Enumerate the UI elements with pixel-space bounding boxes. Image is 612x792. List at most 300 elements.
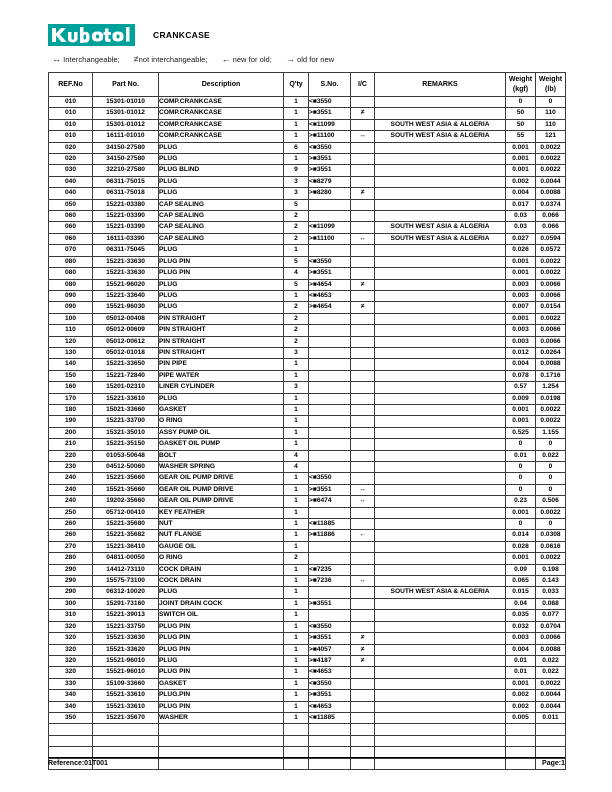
table-row: [49, 108, 566, 119]
table-cell-description: CAP SEALING: [159, 233, 284, 244]
table-cell-ref-no: 010: [49, 97, 93, 108]
table-cell-ref-no: 020: [49, 154, 93, 165]
table-cell-description: PIN STRAIGHT: [159, 347, 284, 358]
table-cell-ref-no: 210: [49, 439, 93, 450]
table-row: [49, 450, 566, 461]
header-label: S.No.: [320, 81, 339, 88]
table-row: [49, 610, 566, 621]
column-header-description: [159, 73, 284, 97]
table-cell-ic: [351, 507, 375, 518]
table-row: [49, 325, 566, 336]
table-cell-part-no: 06311-75015: [93, 176, 159, 187]
table-cell-weight-kgf: 55: [506, 131, 536, 142]
table-cell-weight-lb: 0.1716: [536, 370, 566, 381]
table-cell-ref-no: 250: [49, 507, 93, 518]
table-cell-serial-no: >■11886: [309, 530, 351, 541]
table-cell-part-no: 15521-96010: [93, 655, 159, 666]
table-row: [49, 678, 566, 689]
table-cell-part-no: 01053-50648: [93, 450, 159, 461]
table-cell-description: BOLT: [159, 450, 284, 461]
table-cell-remarks: [375, 165, 506, 176]
table-cell-empty: [351, 735, 375, 746]
table-cell-serial-no: >■7236: [309, 576, 351, 587]
right-arrow-icon: →: [285, 54, 295, 64]
table-cell-weight-lb: 0.0066: [536, 279, 566, 290]
table-cell-empty: [93, 724, 159, 735]
table-cell-ref-no: 330: [49, 678, 93, 689]
table-cell-remarks: [375, 439, 506, 450]
table-cell-serial-no: [309, 507, 351, 518]
table-cell-serial-no: >■3551: [309, 598, 351, 609]
table-cell-ic: ≠: [351, 279, 375, 290]
table-cell-weight-kgf: 0.003: [506, 336, 536, 347]
legend-label: new for old;: [232, 55, 272, 64]
table-cell-weight-lb: 110: [536, 119, 566, 130]
table-cell-empty: [506, 735, 536, 746]
table-cell-ic: [351, 587, 375, 598]
table-cell-remarks: [375, 462, 506, 473]
table-cell-description: PIN STRAIGHT: [159, 313, 284, 324]
table-cell-weight-lb: 0: [536, 473, 566, 484]
page-header: [48, 18, 564, 52]
table-cell-part-no: 05012-00408: [93, 313, 159, 324]
header-sublabel: (kgf): [512, 86, 529, 93]
table-cell-serial-no: >■4654: [309, 279, 351, 290]
table-cell-ic: ≠: [351, 655, 375, 666]
table-cell-weight-lb: 0: [536, 97, 566, 108]
table-cell-weight-kgf: 50: [506, 108, 536, 119]
legend-item-old-for-new: [286, 55, 334, 64]
table-cell-description: PLUG: [159, 188, 284, 199]
table-cell-weight-kgf: 0: [506, 462, 536, 473]
table-cell-description: PLUG PIN: [159, 268, 284, 279]
table-cell-weight-kgf: 0.004: [506, 359, 536, 370]
table-cell-remarks: [375, 530, 506, 541]
table-cell-qty: 1: [284, 587, 309, 598]
table-cell-remarks: [375, 450, 506, 461]
table-cell-weight-kgf: 0.04: [506, 598, 536, 609]
column-header-serial-no: [309, 73, 351, 97]
table-cell-serial-no: <■3550: [309, 621, 351, 632]
table-row: [49, 142, 566, 153]
table-row: [49, 587, 566, 598]
table-cell-ic: [351, 176, 375, 187]
table-cell-qty: 5: [284, 279, 309, 290]
table-cell-ic: [351, 701, 375, 712]
legend-item-interchangeable: [52, 55, 120, 64]
table-cell-serial-no: [309, 404, 351, 415]
table-row: [49, 530, 566, 541]
table-cell-part-no: 05712-00410: [93, 507, 159, 518]
table-cell-part-no: 16111-01010: [93, 131, 159, 142]
legend-label: not interchangeable;: [138, 55, 208, 64]
table-cell-empty: [159, 724, 284, 735]
table-cell-weight-kgf: 0.001: [506, 154, 536, 165]
table-cell-ref-no: 320: [49, 633, 93, 644]
table-cell-qty: 1: [284, 576, 309, 587]
column-header-remarks: [375, 73, 506, 97]
table-cell-serial-no: [309, 416, 351, 427]
table-cell-weight-kgf: 0.028: [506, 541, 536, 552]
table-cell-description: COCK DRAIN: [159, 576, 284, 587]
table-cell-part-no: 15521-96020: [93, 279, 159, 290]
table-cell-remarks: [375, 576, 506, 587]
table-cell-description: GEAR OIL PUMP DRIVE: [159, 484, 284, 495]
table-cell-remarks: [375, 268, 506, 279]
table-cell-ref-no: 260: [49, 519, 93, 530]
table-cell-description: PLUG: [159, 302, 284, 313]
table-row: [49, 199, 566, 210]
table-cell-description: COMP.CRANKCASE: [159, 108, 284, 119]
table-cell-ic: [351, 290, 375, 301]
table-cell-ic: [351, 621, 375, 632]
table-cell-ic: [351, 142, 375, 153]
table-cell-qty: 1: [284, 519, 309, 530]
table-cell-remarks: [375, 211, 506, 222]
table-cell-serial-no: >■8280: [309, 188, 351, 199]
table-cell-serial-no: [309, 382, 351, 393]
table-cell-part-no: 15221-03390: [93, 222, 159, 233]
table-cell-part-no: 19202-35660: [93, 496, 159, 507]
table-cell-weight-kgf: 0.001: [506, 165, 536, 176]
table-cell-weight-kgf: 0.01: [506, 667, 536, 678]
table-cell-description: PLUG: [159, 393, 284, 404]
table-cell-qty: 1: [284, 496, 309, 507]
table-cell-qty: 1: [284, 97, 309, 108]
table-cell-ref-no: 260: [49, 530, 93, 541]
table-cell-ref-no: 090: [49, 302, 93, 313]
table-cell-remarks: [375, 598, 506, 609]
table-cell-description: GEAR OIL PUMP DRIVE: [159, 496, 284, 507]
table-cell-ref-no: 350: [49, 712, 93, 723]
table-cell-ref-no: 080: [49, 279, 93, 290]
table-cell-weight-kgf: 0.003: [506, 279, 536, 290]
table-cell-ic: [351, 211, 375, 222]
table-cell-empty: [309, 724, 351, 735]
table-cell-remarks: SOUTH WEST ASIA & ALGERIA: [375, 233, 506, 244]
table-cell-weight-lb: 0.0572: [536, 245, 566, 256]
table-cell-serial-no: [309, 325, 351, 336]
table-cell-ic: [351, 450, 375, 461]
table-cell-ic: [351, 473, 375, 484]
table-cell-ref-no: 010: [49, 131, 93, 142]
table-row: [49, 439, 566, 450]
table-row: [49, 553, 566, 564]
table-cell-qty: 3: [284, 188, 309, 199]
table-cell-serial-no: >■3551: [309, 633, 351, 644]
table-cell-qty: 1: [284, 359, 309, 370]
table-cell-part-no: 15221-03390: [93, 211, 159, 222]
table-cell-serial-no: >■3551: [309, 484, 351, 495]
legend-label: Interchangeable;: [63, 55, 120, 64]
table-cell-part-no: 15521-33610: [93, 701, 159, 712]
table-cell-weight-kgf: 0.003: [506, 290, 536, 301]
parts-table-container: [48, 72, 565, 770]
table-row: [49, 131, 566, 142]
table-cell-weight-lb: 0.0044: [536, 176, 566, 187]
table-cell-weight-lb: 0.0022: [536, 142, 566, 153]
table-row: [49, 382, 566, 393]
table-cell-remarks: [375, 519, 506, 530]
table-cell-empty: [536, 724, 566, 735]
table-cell-weight-lb: 0.0198: [536, 393, 566, 404]
page-footer: [48, 760, 565, 767]
table-cell-weight-kgf: 0.002: [506, 176, 536, 187]
table-cell-remarks: [375, 404, 506, 415]
table-cell-weight-lb: 1.155: [536, 427, 566, 438]
table-cell-description: COMP.CRANKCASE: [159, 131, 284, 142]
table-cell-ref-no: 300: [49, 598, 93, 609]
table-cell-part-no: 15221-72840: [93, 370, 159, 381]
table-cell-part-no: 15221-33630: [93, 256, 159, 267]
table-cell-remarks: [375, 644, 506, 655]
table-cell-part-no: 15321-35010: [93, 427, 159, 438]
table-cell-ic: [351, 598, 375, 609]
table-row: [49, 268, 566, 279]
table-cell-weight-kgf: 0.003: [506, 633, 536, 644]
table-cell-weight-lb: 0.0616: [536, 541, 566, 552]
table-cell-part-no: 15221-33700: [93, 416, 159, 427]
table-cell-serial-no: >■3551: [309, 108, 351, 119]
table-cell-weight-lb: 0.0044: [536, 690, 566, 701]
table-cell-serial-no: [309, 427, 351, 438]
table-row: [49, 370, 566, 381]
table-cell-ref-no: 280: [49, 553, 93, 564]
table-cell-ref-no: 030: [49, 165, 93, 176]
table-cell-ref-no: 340: [49, 701, 93, 712]
table-row: [49, 165, 566, 176]
table-row: [49, 211, 566, 222]
table-cell-serial-no: [309, 439, 351, 450]
table-cell-empty: [351, 724, 375, 735]
table-cell-empty: [93, 735, 159, 746]
table-row: [49, 701, 566, 712]
table-cell-description: KEY FEATHER: [159, 507, 284, 518]
table-cell-ic: [351, 347, 375, 358]
table-cell-remarks: [375, 678, 506, 689]
table-cell-weight-kgf: 0.004: [506, 188, 536, 199]
table-cell-qty: 1: [284, 290, 309, 301]
table-cell-weight-kgf: 0.001: [506, 404, 536, 415]
table-cell-ref-no: 290: [49, 587, 93, 598]
table-cell-remarks: [375, 176, 506, 187]
table-cell-qty: 1: [284, 644, 309, 655]
table-row: [49, 484, 566, 495]
table-cell-description: PLUG: [159, 142, 284, 153]
table-cell-qty: 1: [284, 655, 309, 666]
header-label: Weight: [538, 76, 563, 83]
table-cell-description: PLUG PIN: [159, 644, 284, 655]
table-cell-remarks: [375, 347, 506, 358]
table-cell-remarks: SOUTH WEST ASIA & ALGERIA: [375, 131, 506, 142]
header-label: Description: [201, 81, 241, 88]
table-cell-weight-lb: 0: [536, 519, 566, 530]
table-cell-ref-no: 320: [49, 644, 93, 655]
table-cell-empty: [284, 724, 309, 735]
reference-label: Reference:01T001: [48, 760, 108, 767]
table-cell-empty: [159, 735, 284, 746]
table-cell-qty: 1: [284, 610, 309, 621]
table-cell-description: GASKET: [159, 404, 284, 415]
table-cell-remarks: [375, 416, 506, 427]
table-cell-weight-lb: 0.0022: [536, 507, 566, 518]
table-cell-qty: 1: [284, 701, 309, 712]
table-cell-description: NUT FLANGE: [159, 530, 284, 541]
table-cell-qty: 5: [284, 199, 309, 210]
table-cell-serial-no: [309, 245, 351, 256]
table-cell-empty: [284, 735, 309, 746]
table-cell-weight-lb: 0.0066: [536, 336, 566, 347]
not-equal-icon: ≠: [133, 54, 139, 64]
table-cell-serial-no: <■11099: [309, 119, 351, 130]
table-cell-remarks: [375, 382, 506, 393]
table-cell-serial-no: [309, 587, 351, 598]
table-cell-description: GAUGE OIL: [159, 541, 284, 552]
left-arrow-icon: ←: [221, 54, 231, 64]
header-sublabel: (lb): [545, 86, 556, 93]
table-cell-ic: [351, 427, 375, 438]
table-cell-ic: [351, 268, 375, 279]
table-cell-part-no: 06311-75045: [93, 245, 159, 256]
table-cell-serial-no: <■3550: [309, 473, 351, 484]
legend: [52, 54, 572, 64]
table-cell-weight-lb: 0.0022: [536, 553, 566, 564]
table-cell-serial-no: [309, 336, 351, 347]
table-cell-ref-no: 180: [49, 404, 93, 415]
table-cell-qty: 1: [284, 484, 309, 495]
table-cell-part-no: 15301-01010: [93, 97, 159, 108]
table-cell-qty: 1: [284, 154, 309, 165]
table-cell-ref-no: 320: [49, 621, 93, 632]
table-cell-empty: [536, 735, 566, 746]
table-cell-serial-no: <■4653: [309, 290, 351, 301]
table-cell-weight-kgf: 0.001: [506, 553, 536, 564]
table-row: [49, 256, 566, 267]
table-cell-description: CAP SEALING: [159, 211, 284, 222]
table-row-blank: [49, 735, 566, 746]
table-cell-description: CAP SEALING: [159, 222, 284, 233]
table-cell-weight-lb: 0.0264: [536, 347, 566, 358]
table-cell-remarks: [375, 712, 506, 723]
table-cell-weight-kgf: 0: [506, 519, 536, 530]
table-cell-remarks: [375, 496, 506, 507]
table-cell-weight-lb: 0.0066: [536, 633, 566, 644]
table-cell-weight-kgf: 0.03: [506, 222, 536, 233]
table-cell-weight-kgf: 0.017: [506, 199, 536, 210]
table-cell-ref-no: 200: [49, 427, 93, 438]
table-cell-ref-no: 050: [49, 199, 93, 210]
table-cell-weight-kgf: 0: [506, 439, 536, 450]
table-cell-part-no: 15221-03380: [93, 199, 159, 210]
table-cell-description: PLUG: [159, 245, 284, 256]
table-cell-part-no: 15575-73100: [93, 576, 159, 587]
table-cell-part-no: 05012-00609: [93, 325, 159, 336]
table-cell-description: COCK DRAIN: [159, 564, 284, 575]
table-cell-weight-kgf: 0.002: [506, 701, 536, 712]
table-cell-ref-no: 060: [49, 233, 93, 244]
table-cell-empty: [309, 735, 351, 746]
table-cell-serial-no: [309, 370, 351, 381]
table-row: [49, 188, 566, 199]
table-row: [49, 507, 566, 518]
table-cell-ic: ↔: [351, 484, 375, 495]
table-cell-remarks: [375, 427, 506, 438]
table-cell-ref-no: 110: [49, 325, 93, 336]
table-cell-serial-no: <■8279: [309, 176, 351, 187]
table-cell-weight-lb: 0.0374: [536, 199, 566, 210]
table-cell-remarks: [375, 142, 506, 153]
table-cell-qty: 1: [284, 131, 309, 142]
table-cell-serial-no: <■3550: [309, 97, 351, 108]
table-cell-weight-kgf: 0.012: [506, 347, 536, 358]
table-cell-serial-no: [309, 347, 351, 358]
table-row-blank: [49, 724, 566, 735]
table-cell-part-no: 04512-50060: [93, 462, 159, 473]
table-cell-weight-lb: 0.0022: [536, 416, 566, 427]
table-cell-qty: 1: [284, 633, 309, 644]
table-cell-description: PLUG: [159, 587, 284, 598]
table-cell-ic: [351, 519, 375, 530]
table-cell-part-no: 34150-27580: [93, 154, 159, 165]
table-row: [49, 667, 566, 678]
table-cell-part-no: 15301-01012: [93, 108, 159, 119]
table-cell-ref-no: 040: [49, 188, 93, 199]
table-cell-description: PIPE WATER: [159, 370, 284, 381]
table-cell-qty: 1: [284, 427, 309, 438]
table-cell-remarks: [375, 313, 506, 324]
table-cell-serial-no: <■4653: [309, 701, 351, 712]
table-cell-remarks: [375, 199, 506, 210]
table-cell-weight-lb: 0.143: [536, 576, 566, 587]
table-cell-ref-no: 240: [49, 496, 93, 507]
table-cell-description: SWITCH OIL: [159, 610, 284, 621]
table-cell-remarks: [375, 245, 506, 256]
table-cell-empty: [49, 724, 93, 735]
table-cell-qty: 1: [284, 621, 309, 632]
table-cell-weight-lb: 110: [536, 108, 566, 119]
table-row: [49, 359, 566, 370]
table-cell-remarks: [375, 655, 506, 666]
legend-label: old for new: [297, 55, 335, 64]
table-cell-ic: [351, 382, 375, 393]
header-label: REF.No: [58, 81, 83, 88]
table-cell-ic: [351, 541, 375, 552]
table-cell-qty: 1: [284, 370, 309, 381]
table-cell-description: LINER CYLINDER: [159, 382, 284, 393]
table-row: [49, 519, 566, 530]
table-row: [49, 347, 566, 358]
table-cell-description: PLUG: [159, 154, 284, 165]
table-cell-empty: [506, 724, 536, 735]
table-cell-remarks: [375, 370, 506, 381]
table-cell-qty: 1: [284, 473, 309, 484]
table-cell-weight-lb: 0.0022: [536, 678, 566, 689]
table-cell-ref-no: 170: [49, 393, 93, 404]
table-cell-ic: [351, 462, 375, 473]
table-cell-weight-lb: 0.077: [536, 610, 566, 621]
table-row: [49, 621, 566, 632]
table-cell-ic: [351, 336, 375, 347]
table-cell-ref-no: 090: [49, 290, 93, 301]
table-cell-ref-no: 310: [49, 610, 93, 621]
table-cell-weight-lb: 0: [536, 462, 566, 473]
table-cell-serial-no: [309, 199, 351, 210]
table-cell-remarks: [375, 325, 506, 336]
table-cell-qty: 6: [284, 142, 309, 153]
table-cell-ref-no: 040: [49, 176, 93, 187]
table-cell-description: PLUG PIN: [159, 633, 284, 644]
table-cell-part-no: 15521-96030: [93, 302, 159, 313]
